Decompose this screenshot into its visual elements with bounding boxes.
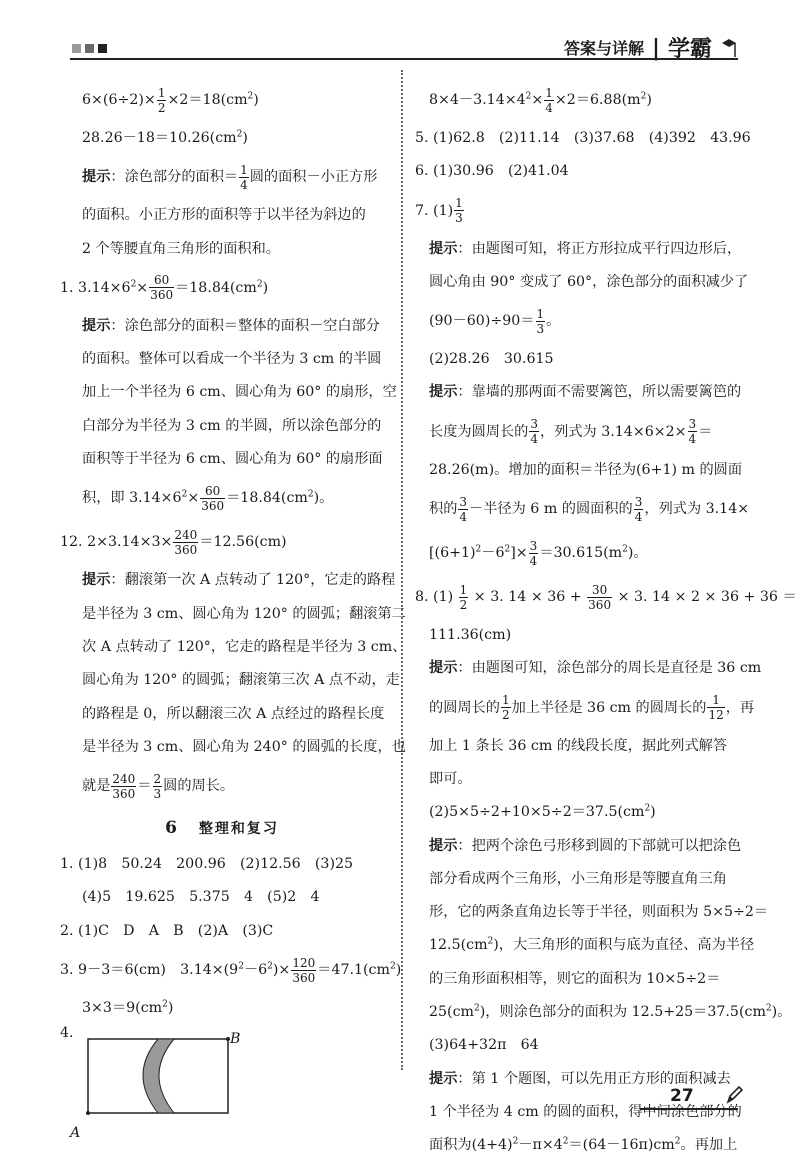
hint-line: (90－60)÷90＝ $\frac{1}{3}$ 。 xyxy=(429,306,561,336)
answer-line: $8\times 4-3.14\times 4^2\times$ $\frac{1}{4}$ $\times 2=6.88(m^2)$ xyxy=(429,85,652,115)
hint-line: 形，它的两条直角边长等于半径，则面积为 5×5÷2＝ xyxy=(429,904,769,921)
hint-line: 2 个等腰直角三角形的面积和。 xyxy=(82,240,280,257)
graduation-cap-icon xyxy=(720,37,738,59)
answer-line: 8. (1) $\frac{1}{2}$ × 3. 14 × 36 + $\frac{30}{360}$ × 3. 14 × 2 × 36 + 36 ＝ xyxy=(415,582,797,612)
question-4-diagram xyxy=(60,1025,384,1142)
hint-line: 提示：涂色部分的面积＝ $\frac{1}{4}$ 圆的面积－小正方形 xyxy=(82,162,378,192)
pencil-icon xyxy=(725,1085,743,1105)
hint-line: 积，即 $3.14\times 6^2\times$ $\frac{60}{360}$ $=18.84(cm^2)$。 xyxy=(82,483,334,513)
hint-line: 圆心角为 120° 的圆弧；翻滚第三次 A 点不动，走 xyxy=(82,672,400,689)
answer-line: 3. 9－3＝6(cm) $3.14\times(9^2-6^2)\times$ $\frac{120}{360}$ $=47.1(cm^2)$ xyxy=(60,955,402,985)
shaded-rectangle-figure xyxy=(78,1025,278,1135)
section-name: 整理和复习 xyxy=(198,821,279,838)
hint-line: 的面积。小正方形的面积等于以半径为斜边的 xyxy=(82,207,366,224)
hint-line: 白部分为半径为 3 cm 的半圆，所以涂色部分的 xyxy=(82,417,382,434)
answer-line: 111.36(cm) xyxy=(429,627,512,644)
section-title xyxy=(60,808,384,848)
header-square-1 xyxy=(72,44,81,53)
hint-line: 提示：翻滚第一次 A 点转动了 120°，它走的路程 xyxy=(82,572,396,589)
right-column xyxy=(415,78,797,1163)
answer-line: (4)5 19.625 5.375 4 (5)2 4 xyxy=(82,889,320,906)
hint-line: 提示：由题图可知，将正方形拉成平行四边形后， xyxy=(429,240,742,257)
hint-line: 即可。 xyxy=(429,770,472,787)
header-separator: | xyxy=(651,34,660,61)
hint-line: 部分看成两个三角形，小三角形是等腰直角三角 xyxy=(429,870,727,887)
answer-line: 7. (1) $\frac{1}{3}$ xyxy=(415,196,463,226)
hint-line: 提示：靠墙的那两面不需要篱笆，所以需要篱笆的 xyxy=(429,384,742,401)
header-brand: 学霸 xyxy=(667,37,712,62)
hint-line: 积的 $\frac{3}{4}$ －半径为 6 m 的圆面积的 $\frac{3}{4}$ ，列式为 3.14× xyxy=(429,494,750,524)
hint-line: 提示：第 1 个题图，可以先用正方形的面积减去 xyxy=(429,1070,731,1087)
answer-line: 1. $3.14\times 6^2\times$ $\frac{60}{360}$ $=18.84(cm^2)$ xyxy=(60,273,269,303)
answer-line: 1. (1)8 50.24 200.96 (2)12.56 (3)25 xyxy=(60,856,354,873)
point-b-label: B xyxy=(230,1031,241,1048)
hint-line: 圆心角由 90° 变成了 60°，涂色部分的面积减少了 xyxy=(429,273,749,290)
hint-line: 1 个半径为 4 cm 的圆的面积，得中间涂色部分的 xyxy=(429,1103,742,1120)
hint-line: 提示：涂色部分的面积＝整体的面积－空白部分 xyxy=(82,317,380,334)
hint-line: 的面积。整体可以看成一个半径为 3 cm 的半圆 xyxy=(82,351,382,368)
answer-line: $28.26-18=10.26(cm^2)$ xyxy=(82,129,248,146)
header-subtitle: 答案与详解 xyxy=(563,39,644,58)
hint-line: 次 A 点转动了 120°，它走的路程是半径为 3 cm、 xyxy=(82,638,407,655)
hint-line: 的圆周长的 $\frac{1}{2}$ 加上半径是 36 cm 的圆周长的 $\frac{1}{12}$ ，再 xyxy=(429,693,755,723)
hint-line: 28.26(m)。增加的面积＝半径为(6+1) m 的圆面 xyxy=(429,461,743,478)
page-number: 27 xyxy=(670,1086,694,1106)
hint-line: 就是 $\frac{240}{360}$ ＝ $\frac{2}{3}$ 圆的周长。 xyxy=(82,771,235,801)
hint-line: 的三角形面积相等，则它的面积为 10×5÷2＝ xyxy=(429,970,721,987)
answer-line: $3\times 3=9(cm^2)$ xyxy=(82,999,174,1017)
hint-line: 是半径为 3 cm、圆心角为 240° 的圆弧的长度，也 xyxy=(82,738,406,755)
answer-line: 2. (1)C D A B (2)A (3)C xyxy=(60,922,274,939)
hint-line: $[(6+1)^2-6^2]\times$ $\frac{3}{4}$ $=30.615(m^2)$。 xyxy=(429,538,648,568)
point-a-label: A xyxy=(70,1125,81,1142)
answer-line: $(2)5\times 5\div 2+10\times 5\div 2=37.5(cm^2)$ xyxy=(429,803,656,821)
footer-rule xyxy=(640,1108,738,1110)
answer-line: (3)64+32π 64 xyxy=(429,1037,539,1054)
hint-line: 提示：由题图可知，涂色部分的周长是直径是 36 cm xyxy=(429,660,762,677)
header-rule xyxy=(70,58,738,60)
answer-line: 5. (1)62.8 (2)11.14 (3)37.68 (4)392 43.96 xyxy=(415,130,751,146)
hint-line: 加上一个半径为 6 cm、圆心角为 60° 的扇形，空 xyxy=(82,384,397,401)
section-number: 6 xyxy=(165,818,177,839)
hint-line: 是半径为 3 cm、圆心角为 120° 的圆弧；翻滚第二 xyxy=(82,605,406,622)
header-square-3 xyxy=(98,44,107,53)
column-divider xyxy=(401,70,403,1070)
hint-line: 面积等于半径为 6 cm、圆心角为 60° 的扇形面 xyxy=(82,451,383,468)
header-square-2 xyxy=(85,44,94,53)
answer-line: (2)28.26 30.615 xyxy=(429,351,554,368)
hint-line: 的路程是 0，所以翻滚三次 A 点经过的路程长度 xyxy=(82,705,385,722)
header-squares xyxy=(72,44,107,53)
hint-line: 长度为圆周长的 $\frac{3}{4}$ ，列式为 3.14×6×2× $\frac{3}{4}$ ＝ xyxy=(429,417,713,447)
answer-line: 6. (1)30.96 (2)41.04 xyxy=(415,163,569,180)
question-number: 4. xyxy=(60,1025,74,1042)
answer-line: 12. 2×3.14×3× $\frac{240}{360}$ ＝12.56(cm) xyxy=(60,527,287,557)
hint-line: $12.5(cm^2)$，大三角形的面积与底为直径、高为半径 xyxy=(429,936,755,954)
left-column xyxy=(60,78,407,1142)
answer-line: 6×(6÷2)× $\frac{1}{2}$ $\times 2=18(cm^2)$ xyxy=(82,85,259,115)
hint-line: $25(cm^2)$，则涂色部分的面积为 $12.5+25=37.5(cm^2)$。 xyxy=(429,1003,792,1021)
hint-line: 提示：把两个涂色弓形移到圆的下部就可以把涂色 xyxy=(429,837,742,854)
hint-line: 面积为$(4+4)^2-\pi\times 4^2=(64-16\pi)cm^2$。再加上 xyxy=(429,1136,738,1154)
hint-line: 加上 1 条长 36 cm 的线段长度，据此列式解答 xyxy=(429,737,728,754)
